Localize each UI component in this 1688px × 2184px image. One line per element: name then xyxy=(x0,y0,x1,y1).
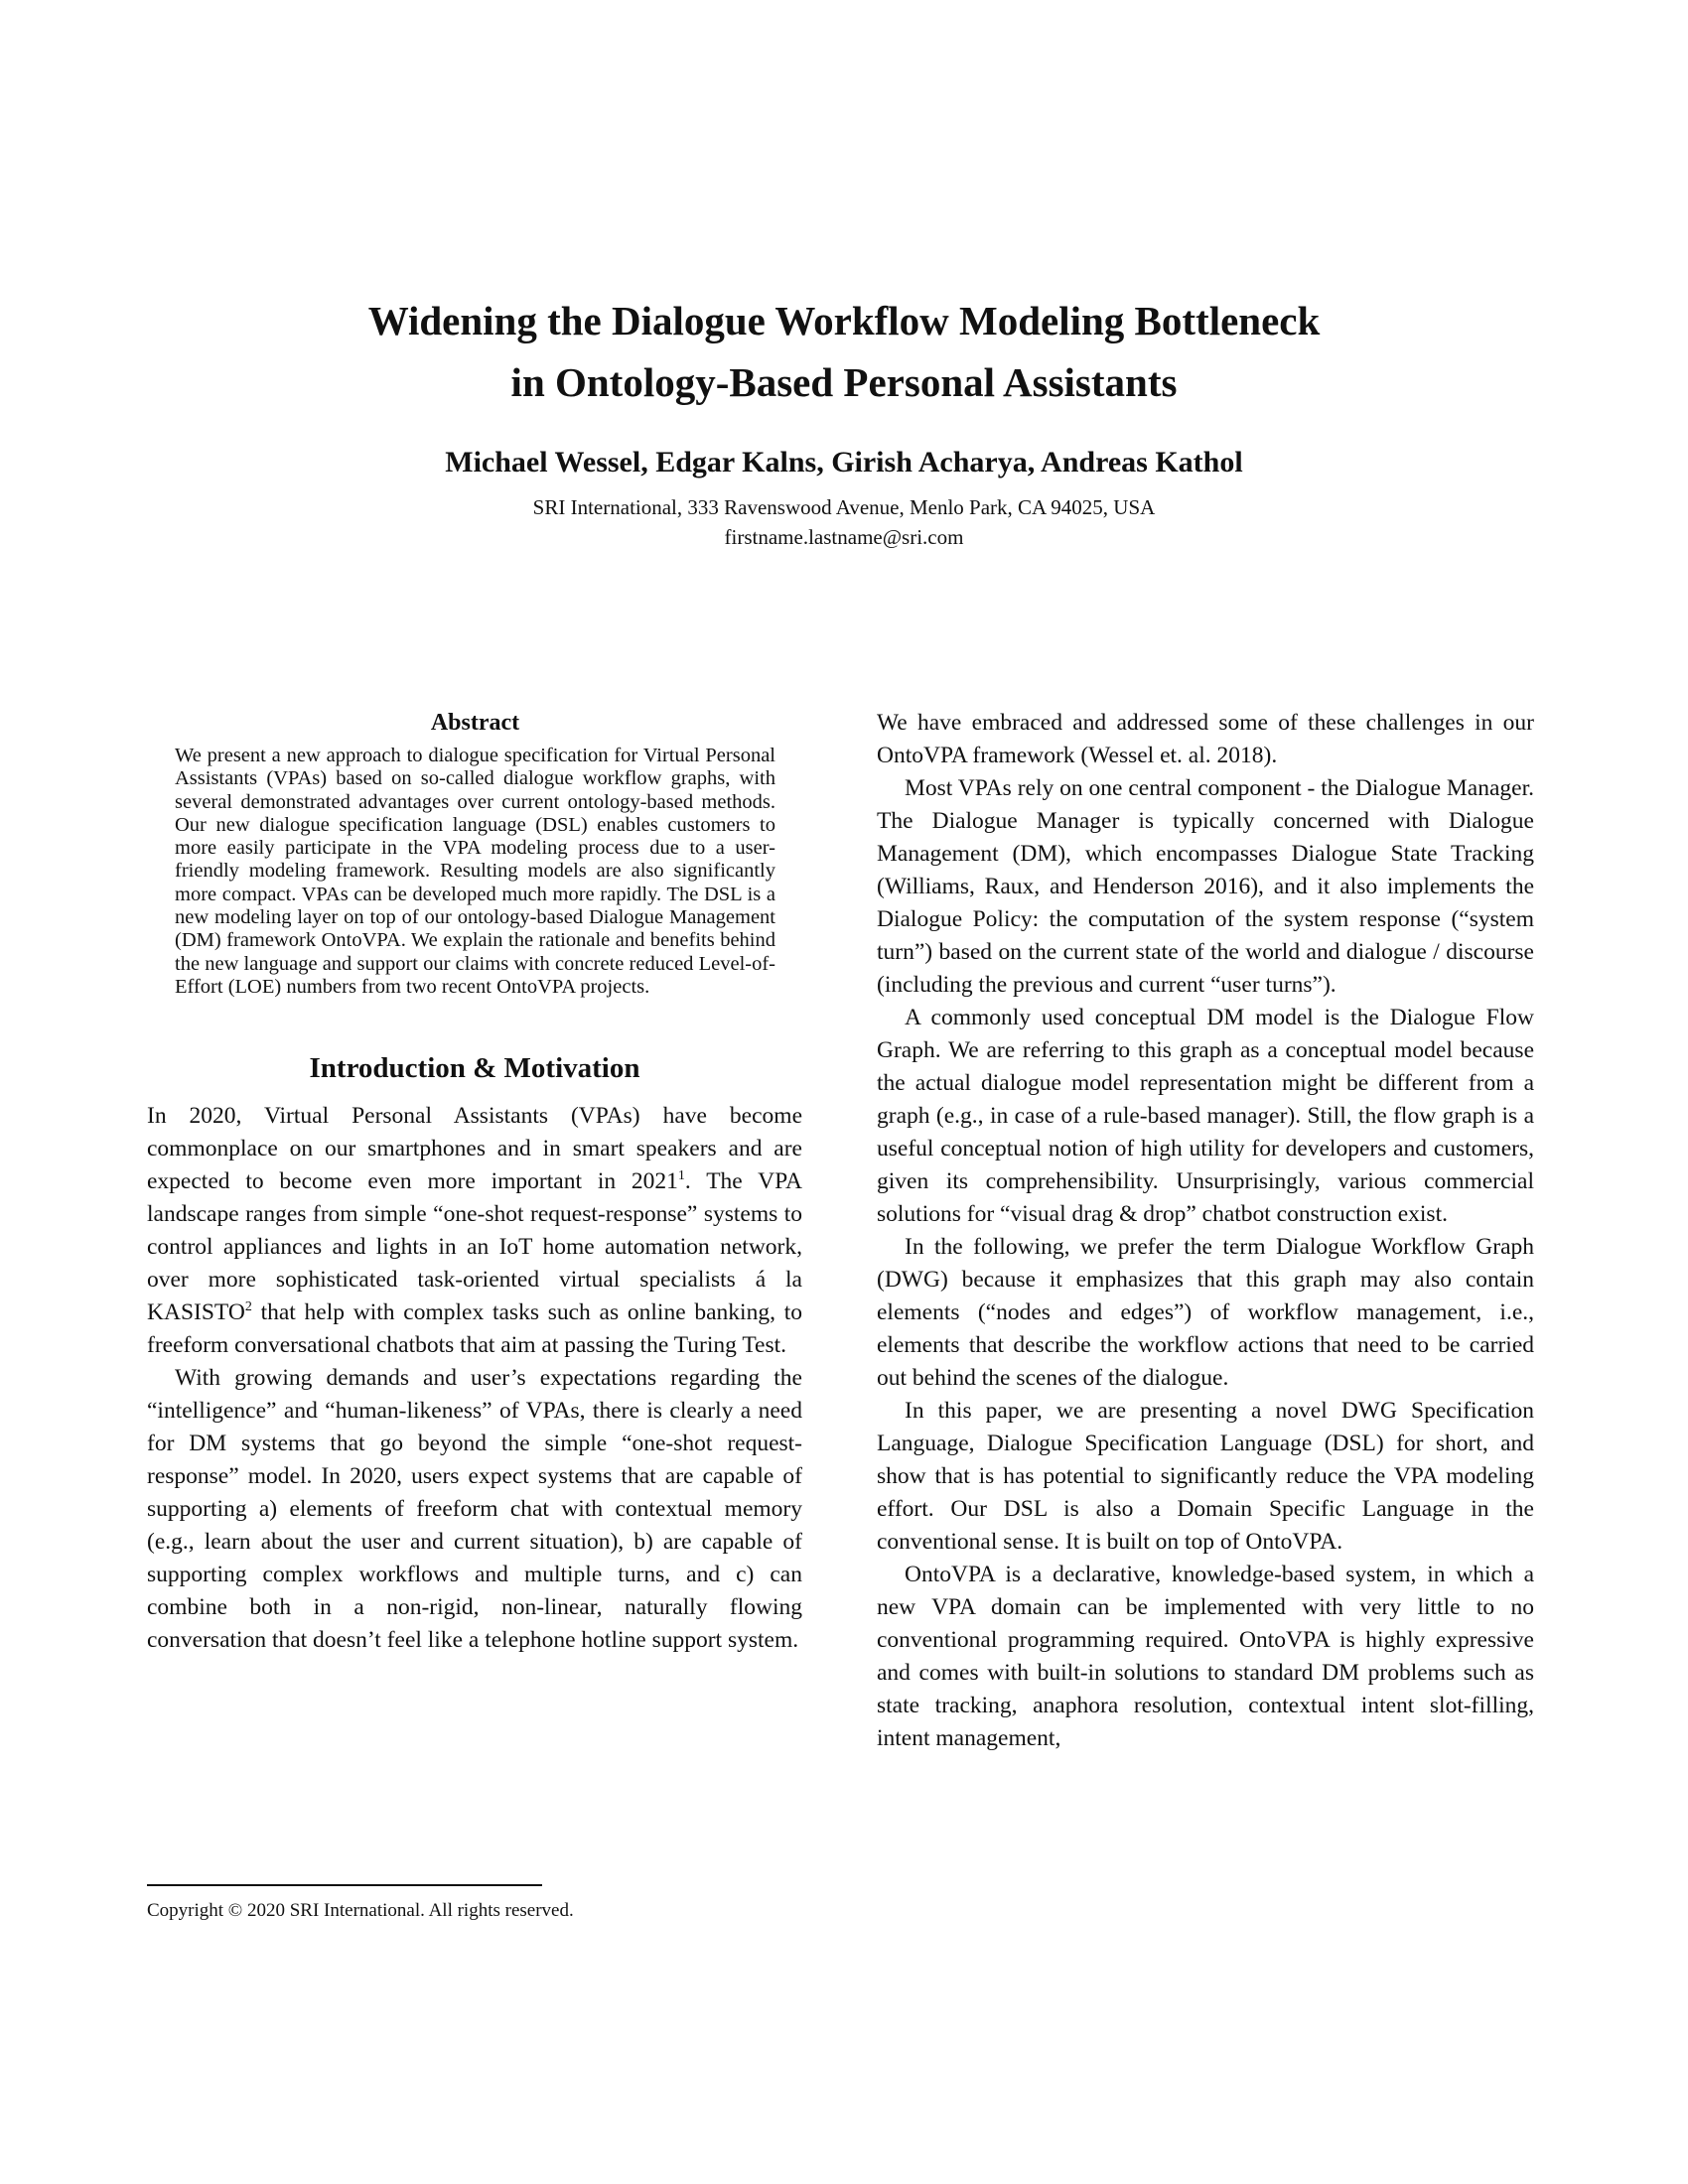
intro-p1-part-a: In 2020, Virtual Personal Assistants (VPAs) have become commonplace on our smartphones and in smart speakers and are expected to become even more important in 2021 xyxy=(147,1103,802,1195)
right-paragraph-1: We have embraced and addressed some of these challenges in our OntoVPA framework (Wessel et. al. 2018). xyxy=(877,710,1534,768)
footnote-marker-1: 1 xyxy=(677,1168,685,1184)
abstract-heading: Abstract xyxy=(430,710,520,736)
intro-p1-part-c: that help with complex tasks such as online banking, to freeform conversational chatbots that aim at passing the Turing Test. xyxy=(147,1299,802,1359)
footnote-divider xyxy=(147,1884,542,1886)
copyright-notice: Copyright © 2020 SRI International. All rights reserved. xyxy=(147,1900,574,1921)
right-paragraph-5: In this paper, we are presenting a novel DWG Specification Language, Dialogue Specification Language (DSL) for short, and show that is has potential to significantly reduce the VPA modeling effort. Our DSL is also a Domain Specific Language in the conventional sense. It is built on top of OntoVPA. xyxy=(877,1398,1534,1555)
intro-heading: Introduction & Motivation xyxy=(309,1052,640,1085)
affiliation-block xyxy=(0,492,1688,552)
abstract-section xyxy=(175,707,775,999)
footnote-marker-2: 2 xyxy=(244,1299,252,1315)
right-paragraph-6: OntoVPA is a declarative, knowledge-based system, in which a new VPA domain can be implemented with very little to no conventional programming required. OntoVPA is highly expressive and comes with built-in solutions to standard DM problems such as state tracking, anaphora resolution, contextual intent slot-filling, intent management, xyxy=(877,1562,1534,1751)
right-paragraph-4: In the following, we prefer the term Dialogue Workflow Graph (DWG) because it emphasizes that this graph may also contain elements (“nodes and edges”) of workflow management, i.e., elements that describe the workflow actions that need to be carried out behind the scenes of the dialogue. xyxy=(877,1234,1534,1391)
abstract-text: We present a new approach to dialogue specification for Virtual Personal Assistants (VPAs) based on so-called dialogue workflow graphs, with several demonstrated advantages over current ontology-based methods. Our new dialogue specification language (DSL) enables customers to more easily participate in the VPA modeling process due to a user-friendly modeling framework. Resulting models are also significantly more compact. VPAs can be developed much more rapidly. The DSL is a new modeling layer on top of our ontology-based Dialogue Management (DM) framework OntoVPA. We explain the rationale and benefits behind the new language and support our claims with concrete reduced Level-of-Effort (LOE) numbers from two recent OntoVPA projects. xyxy=(175,745,775,998)
right-paragraph-3: A commonly used conceptual DM model is the Dialogue Flow Graph. We are referring to this graph as a conceptual model because the actual dialogue model representation might be different from a graph (e.g., in case of a rule-based manager). Still, the flow graph is a useful conceptual notion of high utility for developers and customers, given its comprehensibility. Unsurprisingly, various commercial solutions for “visual drag & drop” chatbot construction exist. xyxy=(877,1005,1534,1227)
intro-paragraph-2: With growing demands and user’s expectations regarding the “intelligence” and “human-likeness” of VPAs, there is clearly a need for DM systems that go beyond the simple “one-shot request-response” model. In 2020, users expect systems that are capable of supporting a) elements of freeform chat with contextual memory (e.g., learn about the user and current situation), b) are capable of supporting complex workflows and multiple turns, and c) can combine both in a non-rigid, non-linear, naturally flowing conversation that doesn’t feel like a telephone hotline support system. xyxy=(147,1365,802,1654)
intro-paragraph-1 xyxy=(147,1100,802,1362)
right-paragraph-2: Most VPAs rely on one central component - the Dialogue Manager. The Dialogue Manager is typically concerned with Dialogue Management (DM), which encompasses Dialogue State Tracking (Williams, Raux, and Henderson 2016), and it also implements the Dialogue Policy: the computation of the system response (“system turn”) based on the current state of the world and dialogue / discourse (including the previous and current “user turns”). xyxy=(877,775,1534,998)
email: firstname.lastname@sri.com xyxy=(724,525,964,549)
left-column xyxy=(147,707,802,1657)
author-list: Michael Wessel, Edgar Kalns, Girish Acharya, Andreas Kathol xyxy=(445,446,1243,478)
affiliation: SRI International, 333 Ravenswood Avenue, Menlo Park, CA 94025, USA xyxy=(532,495,1156,519)
right-column xyxy=(877,707,1534,1755)
title-line-1: Widening the Dialogue Workflow Modeling Bottleneck xyxy=(367,298,1321,343)
intro-body xyxy=(147,1100,802,1657)
title-line-2: in Ontology-Based Personal Assistants xyxy=(510,359,1178,405)
intro-p1-part-b: . The VPA landscape ranges from simple “one-shot request-response” systems to control appliances and lights in an IoT home automation network, over more sophisticated task-oriented virtual specialists á la KASISTO xyxy=(147,1168,802,1326)
paper-title xyxy=(0,290,1688,413)
